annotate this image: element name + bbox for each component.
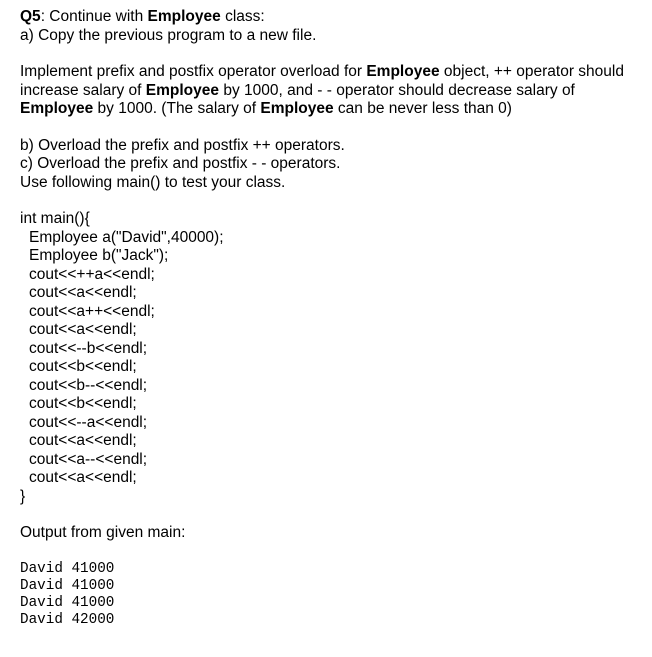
code-line: cout<<a<<endl; <box>29 469 137 486</box>
code-line: Employee b("Jack"); <box>29 247 169 264</box>
code-line: cout<<b<<endl; <box>29 395 137 412</box>
output-line: David 41000 <box>20 560 115 577</box>
code-line: cout<<b<<endl; <box>29 358 137 375</box>
code-line: cout<<--a<<endl; <box>29 413 148 431</box>
output-label: Output from given main: <box>20 524 186 541</box>
task-usage: Use following main() to test your class. <box>20 173 286 191</box>
description-paragraph: Implement prefix and postfix operator overload for Employee object, ++ operator should increase salary of Employee by 1000, and - - operator should decrease salary of Employee by 1000. (The salary of Employee can be never less than 0) <box>20 63 624 117</box>
code-line: cout<<a++<<endl; <box>29 302 155 320</box>
code-line: Employee a("David",40000); <box>29 228 224 246</box>
code-line: cout<<++a<<endl; <box>29 265 155 283</box>
task-c: c) Overload the prefix and postfix - - operators. <box>20 155 341 172</box>
output-line: David 41000 <box>20 594 115 611</box>
code-line: cout<<b--<<endl; <box>29 376 148 394</box>
code-close: } <box>20 487 26 505</box>
output-block <box>20 561 645 629</box>
code-line: cout<<a--<<endl; <box>29 450 148 468</box>
document-page <box>20 8 645 629</box>
code-line: cout<<--b<<endl; <box>29 339 148 357</box>
code-line: cout<<a<<endl; <box>29 284 137 301</box>
task-b: b) Overload the prefix and postfix ++ operators. <box>20 136 345 154</box>
output-line: David 42000 <box>20 611 115 628</box>
code-block <box>20 210 645 506</box>
task-list <box>20 137 645 193</box>
code-open: int main(){ <box>20 210 90 227</box>
question-label: Q5 <box>20 8 41 25</box>
part-a-instruction: a) Copy the previous program to a new file. <box>20 26 317 44</box>
code-line: cout<<a<<endl; <box>29 321 137 338</box>
question-title: Q5: Continue with Employee class: <box>20 8 265 25</box>
output-line: David 41000 <box>20 577 115 594</box>
code-line: cout<<a<<endl; <box>29 432 137 449</box>
